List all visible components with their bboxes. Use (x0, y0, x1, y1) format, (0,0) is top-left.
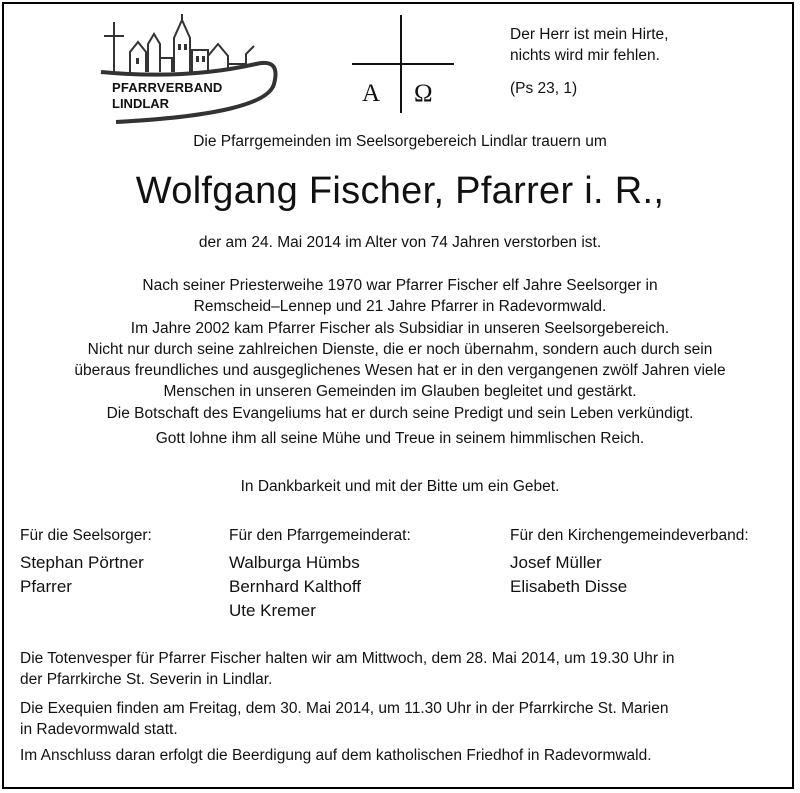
bio-line: Nicht nur durch seine zahlreichen Dienste, die er noch übernahm, sondern auch durch sein (87, 340, 713, 358)
gratitude-text: In Dankbarkeit und mit der Bitte um ein Gebet. (240, 478, 560, 495)
intro-text: Die Pfarrgemeinden im Seelsorgebereich Lindlar trauern um (193, 133, 607, 150)
death-date-text: der am 24. Mai 2014 im Alter von 74 Jahren verstorben ist. (198, 234, 602, 251)
notice-burial (20, 745, 785, 766)
deceased-name: Wolfgang Fischer, Pfarrer i. R., (135, 170, 665, 212)
notice-line: der Pfarrkirche St. Severin in Lindlar. (20, 671, 273, 688)
signature-column-pfarrgemeinderat (229, 527, 411, 623)
notice-line: Die Exequien finden am Freitag, dem 30. Mai 2014, um 11.30 Uhr in der Pfarrkirche St. Marien (20, 700, 669, 717)
signature-name: Elisabeth Disse (510, 577, 628, 596)
signature-name: Pfarrer (20, 577, 72, 596)
psalm-quote (510, 24, 668, 66)
bio-line: Die Botschaft des Evangeliums hat er durch seine Predigt und sein Leben verkündigt. (106, 404, 694, 422)
signature-column-seelsorger (20, 527, 152, 599)
bio-line: Nach seiner Priesterweihe 1970 war Pfarrer Fischer elf Jahre Seelsorger in (142, 277, 658, 294)
psalm-line-1: Der Herr ist mein Hirte, (510, 26, 669, 43)
alpha-symbol: A (362, 80, 381, 107)
notice-line: Im Anschluss daran erfolgt die Beerdigung auf dem katholischen Friedhof in Radevormwald. (20, 747, 652, 764)
signature-name: Walburga Hümbs (229, 553, 360, 572)
psalm-reference: (Ps 23, 1) (510, 80, 578, 97)
notice-line: in Radevormwald statt. (20, 721, 178, 738)
notice-line: Die Totenvesper für Pfarrer Fischer halten wir am Mittwoch, dem 28. Mai 2014, um 19.30 Uhr in (20, 650, 675, 667)
bio-line: Im Jahre 2002 kam Pfarrer Fischer als Subsidiar in unseren Seelsorgebereich. (130, 319, 670, 337)
signature-name: Josef Müller (510, 553, 602, 572)
signature-heading: Für den Pfarrgemeinderat: (229, 527, 411, 544)
bio-line: überaus freundliches und ausgeglichenes Wesen hat er in den vergangenen zwölf Jahren viele (74, 362, 726, 380)
omega-symbol: Ω (414, 80, 433, 107)
signature-name: Bernhard Kalthoff (229, 577, 361, 596)
logo-text-pfarrverband: PFARRVERBAND (112, 80, 223, 95)
signature-name: Stephan Pörtner (20, 553, 144, 572)
notice-vespers (20, 648, 785, 690)
psalm-line-2: nichts wird mir fehlen. (510, 47, 660, 64)
biography (10, 275, 790, 424)
signature-name: Ute Kremer (229, 601, 316, 620)
signature-column-kirchengemeindeverband (510, 527, 749, 599)
logo-text-lindlar: LINDLAR (112, 96, 170, 111)
bio-line: Remscheid–Lennep und 21 Jahre Pfarrer in Radevormwald. (193, 298, 607, 316)
signature-heading: Für den Kirchengemeindeverband: (510, 527, 749, 544)
blessing-text: Gott lohne ihm all seine Mühe und Treue in seinem himmlischen Reich. (155, 430, 645, 447)
signature-heading: Für die Seelsorger: (20, 527, 152, 544)
bio-line: Menschen in unseren Gemeinden im Glauben begleitet und gestärkt. (163, 383, 637, 401)
notice-exequies (20, 698, 785, 740)
